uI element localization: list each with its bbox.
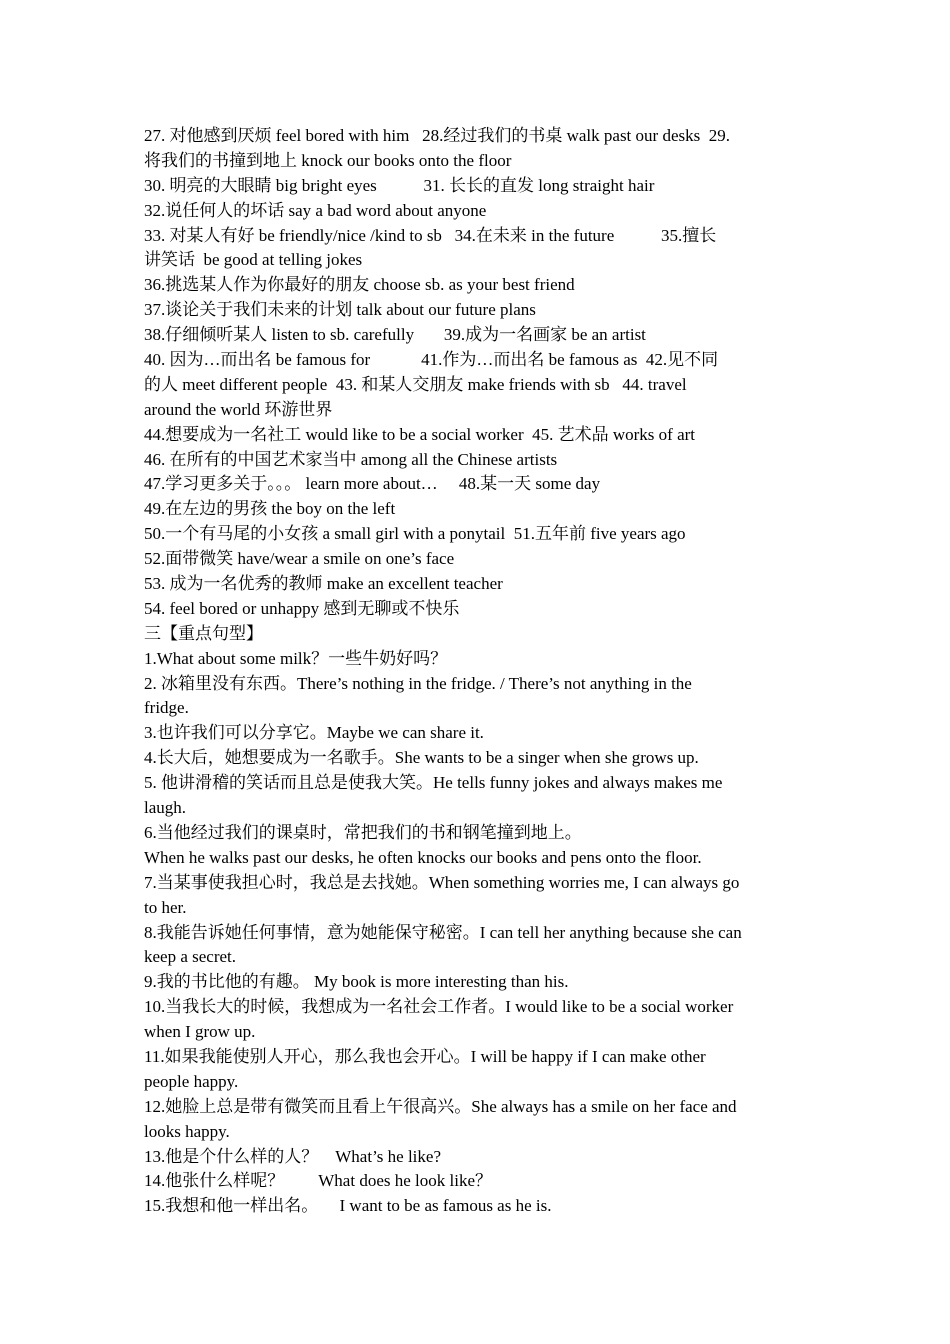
text-line: people happy. xyxy=(144,1071,239,1091)
text-line: 将我们的书撞到地上 knock our books onto the floor xyxy=(144,150,512,170)
text-line: 49.在左边的男孩 the boy on the left xyxy=(144,499,396,519)
text-line: 三【重点句型】 xyxy=(144,623,263,643)
text-line: 的人 meet different people 43. 和某人交朋友 make friends with sb 44. travel xyxy=(144,374,687,394)
text-line: 11.如果我能使别人开心，那么我也会开心。I will be happy if I can make other xyxy=(144,1046,706,1066)
text-line: 53. 成为一名优秀的教师 make an excellent teacher xyxy=(144,574,503,594)
text-line: 13.他是个什么样的人？ What’s he like? xyxy=(144,1146,441,1166)
text-line: to her. xyxy=(144,897,187,917)
text-line: 3.也许我们可以分享它。Maybe we can share it. xyxy=(144,723,484,743)
text-line: looks happy. xyxy=(144,1121,230,1141)
text-line: around the world 环游世界 xyxy=(144,399,333,419)
text-line: when I grow up. xyxy=(144,1022,256,1042)
text-line: 12.她脸上总是带有微笑而且看上午很高兴。She always has a smile on her face and xyxy=(144,1096,737,1116)
text-line: 50.一个有马尾的小女孩 a small girl with a ponytail 51.五年前 five years ago xyxy=(144,524,686,544)
text-line: 14.他张什么样呢？ What does he look like？ xyxy=(144,1171,492,1191)
text-line: 8.我能告诉她任何事情，意为她能保守秘密。I can tell her anything because she can xyxy=(144,922,742,942)
text-line: 6.当他经过我们的课桌时，常把我们的书和钢笔撞到地上。 xyxy=(144,822,582,842)
document-page xyxy=(144,124,816,1219)
text-line: 36.挑选某人作为你最好的朋友 choose sb. as your best friend xyxy=(144,275,575,295)
text-line: 5. 他讲滑稽的笑话而且总是使我大笑。He tells funny jokes and always makes me xyxy=(144,773,723,793)
text-line: 38.仔细倾听某人 listen to sb. carefully 39.成为一名画家 be an artist xyxy=(144,325,646,345)
text-line: 33. 对某人有好 be friendly/nice /kind to sb 34.在未来 in the future 35.擅长 xyxy=(144,225,717,245)
text-line: keep a secret. xyxy=(144,947,237,967)
text-line: fridge. xyxy=(144,698,189,718)
text-line: 4.长大后，她想要成为一名歌手。She wants to be a singer when she grows up. xyxy=(144,748,699,768)
text-line: 37.谈论关于我们未来的计划 talk about our future plans xyxy=(144,300,536,320)
text-line: 47.学习更多关于。。。 learn more about… 48.某一天 some day xyxy=(144,474,601,494)
text-line: 32.说任何人的坏话 say a bad word about anyone xyxy=(144,200,487,220)
text-line: 15.我想和他一样出名。 I want to be as famous as he is. xyxy=(144,1196,552,1216)
text-line: laugh. xyxy=(144,798,187,818)
text-line: 10.当我长大的时候，我想成为一名社会工作者。I would like to be a social worker xyxy=(144,997,734,1017)
text-line: 52.面带微笑 have/wear a smile on one’s face xyxy=(144,549,455,569)
text-line: 54. feel bored or unhappy 感到无聊或不快乐 xyxy=(144,598,460,618)
text-line: 9.我的书比他的有趣。 My book is more interesting than his. xyxy=(144,972,569,992)
text-line: 40. 因为…而出名 be famous for 41.作为…而出名 be famous as 42.见不同 xyxy=(144,350,719,370)
text-line: 讲笑话 be good at telling jokes xyxy=(144,250,363,270)
text-line: 30. 明亮的大眼睛 big bright eyes 31. 长长的直发 long straight hair xyxy=(144,175,655,195)
text-line: 7.当某事使我担心时，我总是去找她。When something worries me, I can always go xyxy=(144,872,740,892)
text-line: 1.What about some milk？一些牛奶好吗？ xyxy=(144,648,448,668)
text-line: When he walks past our desks, he often knocks our books and pens onto the floor. xyxy=(144,847,702,867)
text-line: 44.想要成为一名社工 would like to be a social worker 45. 艺术品 works of art xyxy=(144,424,695,444)
text-line: 2. 冰箱里没有东西。There’s nothing in the fridge. / There’s not anything in the xyxy=(144,673,692,693)
text-line: 46. 在所有的中国艺术家当中 among all the Chinese artists xyxy=(144,449,558,469)
text-line: 27. 对他感到厌烦 feel bored with him 28.经过我们的书桌 walk past our desks 29. xyxy=(144,126,730,145)
